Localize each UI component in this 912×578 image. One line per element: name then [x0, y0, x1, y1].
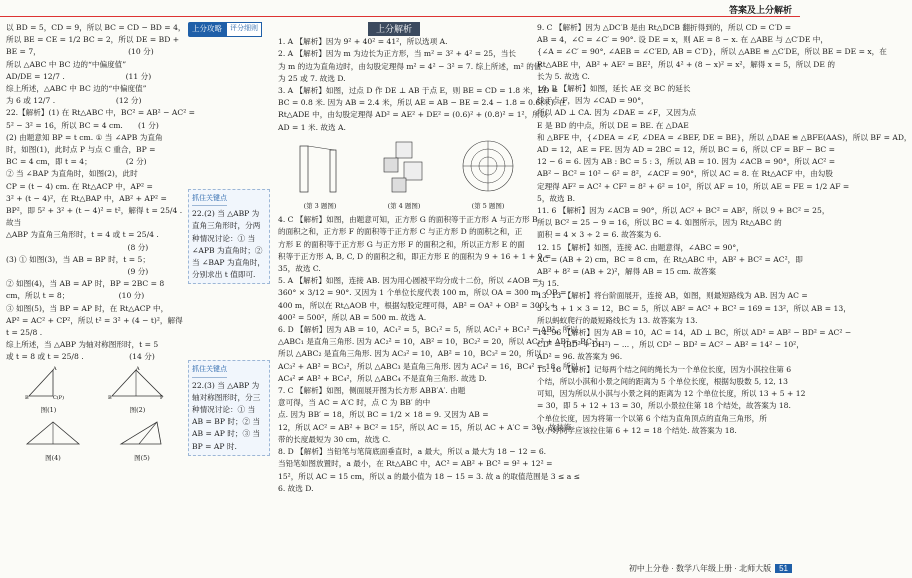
tag-strategy: 上分攻略 — [188, 22, 226, 36]
text-line: AD/DE = 12/7 . (11 分) — [6, 71, 152, 81]
text-line: 所以 △ABC 中 BC 边的“中偏度值” — [6, 59, 127, 69]
figure-5 — [117, 418, 167, 464]
text-line: 所以 △ABC₂ 是直角三角形. 因为 AC₃² = 10，AB² = 10，BC₃² = 20，所以 — [278, 349, 542, 359]
text-line: AB² + 8² = (AB + 2)²，解得 AB = 15 cm. 故答案 — [537, 267, 717, 277]
text-line: t = 25/8 . — [6, 328, 43, 338]
text-line: 面积 = 4 × 3 ÷ 2 = 6. 故答案为 6. — [537, 230, 662, 240]
footer — [629, 563, 792, 574]
svg-text:C(P): C(P) — [52, 394, 64, 401]
text-line: BE = 7， (10 分) — [6, 47, 154, 57]
svg-text:P: P — [159, 394, 163, 401]
text-line: 22.【解析】(1) 在 Rt△ABC 中，BC² = AB² − AC² = — [6, 108, 196, 118]
text-line: 和 △BFE 中，{∠DEA = ∠F, ∠DEA = ∠BEF, DE = BE}，所以 △DAE ≌ △BFE(AAS)，所以 BF = AD， — [537, 132, 912, 142]
fig-label-5: 图(5) — [134, 454, 150, 463]
column-1 — [6, 22, 196, 467]
text-line: 12. 15 【解析】如图，连接 AC. 由题意得，∠ABC = 90°， — [537, 242, 744, 252]
fig-label-q3: (第 3 题图) — [303, 202, 337, 211]
text-line: AD = 1 米. 故选 A. — [278, 122, 346, 132]
text-line: 点. 因为 BB′ = 18，所以 BC = 1/2 × 18 = 9. 又因为 AB = — [278, 410, 489, 420]
keypoint-box-1 — [188, 189, 270, 284]
text-line: 35，故选 C. — [278, 264, 321, 274]
text-line: 定理得 AF² = AC² + CF² = 8² + 6² = 10²，所以 AF = 10，所以 AE = FE = 1/2 AF = — [537, 181, 850, 191]
text-line: AC = (AB + 2) cm，BC = 8 cm，在 Rt△ABC 中，AB² + BC² = AC²，即 — [537, 254, 803, 264]
text-line: 6. 故选 D. — [278, 483, 314, 493]
text-line: 400 m，所以在 Rt△AOB 中，根据勾股定理可得，AB² = OA² + OB² = 300² + — [278, 300, 557, 310]
text-line: 12，所以 AC² = AB² + BC² = 15²，所以 AC = 15，所以 AC + A′C = 30，故装饰 — [278, 422, 572, 432]
tag-scoring: 评分细则 — [226, 22, 262, 36]
text-line: 方形 E 的面积等于正方形 G 与正方形 F 的面积之和，所以正方形 E 的面 — [278, 239, 525, 249]
text-line: 为 15. — [537, 279, 560, 289]
figure-4 — [23, 418, 83, 464]
text-line: 或 t = 8 或 t = 25/8 . (14 分) — [6, 352, 155, 362]
text-line: 可知，因为所以从小淇与小景之间的距离为 12 个单位长度，所以 13 + 5 + 12 — [537, 389, 806, 399]
text-line: 8. D 【解析】当铅笔与笔筒底面垂直时，a 最大，所以 a 最大为 18 − 12 = 6. — [278, 447, 547, 457]
figure-q4 — [374, 136, 434, 212]
keypoint-text-1: 22.(2) 当 △ABP 为直角三角形时，分两种情况讨论：① 当 ∠APB 为直角时；② 当 ∠BAP 为直角时，分别求出 t 值即可. — [192, 209, 265, 280]
text-line: 个单位长度，因为将第一个以第 6 个结为直角顶点的直角三角形，所 — [537, 413, 767, 423]
text-line: (9 分) — [6, 267, 149, 277]
col1-figures-bottom — [6, 418, 184, 464]
text-line: 12 − 6 = 6. 因为 AB : BC = 5 : 3，所以 AB = 10. 因为 ∠ACB = 90°，所以 AC² = — [537, 157, 836, 167]
text-line: 带的长度最短为 30 cm，故选 C. — [278, 434, 391, 444]
text-line: AB² − BC² = 10² − 6² = 8²，∠ACF = 90°，所以 AC = 8. 在 Rt△ACF 中，由勾股 — [537, 169, 833, 179]
text-line: 5，故选 B. — [537, 193, 576, 203]
text-line: CP = (t − 4) cm. 在 Rt△ACP 中，AP² = — [6, 181, 153, 191]
keypoint-tag-2: 抓住关键点 — [192, 364, 227, 377]
fig-label-4: 图(4) — [45, 454, 61, 463]
text-line: 故当 — [6, 218, 22, 228]
text-line: AP² = AC² + CP²，所以 t² = 3² + (4 − t)²，解得 — [6, 315, 183, 325]
section-tag — [188, 22, 270, 37]
text-line: AD² = 96. 故答案为 96. — [537, 352, 623, 362]
fig-label-q5: (第 5 题图) — [471, 202, 505, 211]
text-line: 14. 96 【解析】因为 AB = 10，AC = 14，AD ⊥ BC，所以 AD² = AB² − BD² = AC² − — [537, 328, 852, 338]
keypoint-box-2 — [188, 360, 270, 455]
text-line: 2. A 【解析】因为 m 为边长为正方形，当 m² = 3² + 4² = 25，当长 — [278, 49, 516, 59]
text-line: E 是 BD 的中点，所以 DE = BE. 在 △DAE — [537, 120, 689, 130]
text-line: BP²，即 5² + 3² + (t − 4)² = t²，解得 t = 25/4 . — [6, 206, 183, 216]
text-line: 5² − 3² = 16，所以 BC = 4 cm. (1 分) — [6, 120, 159, 130]
text-line: 综上所述，△ABC 中 BC 边的“中偏度值” — [6, 84, 147, 94]
text-line: 400² = 500²，所以 AB = 500 m. 故选 A. — [278, 312, 427, 322]
text-line: 6. D 【解析】因为 AB = 10，AC₁² = 5，BC₁² = 5，所以 AC₁² + BC₁² = AB²，所以 — [278, 325, 578, 335]
keypoint-tag-1: 抓住关键点 — [192, 193, 227, 206]
col1-figures-top — [6, 366, 184, 416]
column-3 — [537, 22, 912, 437]
text-line: {∠A = ∠C′ = 90°, ∠AEB = ∠C′ED, AB = C′D}，所以 △ABE ≌ △C′DE，所以 BE = DE = x，在 — [537, 47, 887, 57]
svg-text:B: B — [24, 394, 29, 401]
text-line: 11. 6 【解析】因为 ∠ACB = 90°，所以 AC² + BC² = AB²，所以 9 + BC² = 25， — [537, 206, 830, 216]
text-line: 360° × 3/12 = 90°. 又因为 1 个单位长度代表 100 m，所以 OA = 300 m，OB = — [278, 288, 567, 298]
text-line: 意可得，当 AC = A′C 时，点 C 为 BB′ 的中 — [278, 398, 431, 408]
text-line: 1. A 【解析】因为 9² + 40² = 41²，所以选项 A. — [278, 37, 448, 47]
figure-2 — [108, 366, 168, 416]
text-line: 3² + (t − 4)²，在 Rt△BAP 中，AB² + AP² = — [6, 193, 167, 203]
text-line: 所以 BC² = 25 − 9 = 16，所以 BC = 4. 如图所示，因为 Rt△ABC 的 — [537, 218, 782, 228]
text-line: AC₃² + AB² = BC₃²，所以 △ABC₃ 是直角三角形. 因为 AC₄² = 16，BC₄² = 18，所以 — [278, 361, 579, 371]
text-line: 5. A 【解析】如图，连接 AB. 因为用心圆被平均分成十二份，所以 ∠AOB = — [278, 276, 539, 286]
text-line: 13. 13 【解析】将台阶面展开，连接 AB，如图，则最短路线为 AB. 因为 AC = — [537, 291, 808, 301]
text-line: 15²，所以 AC = 15 cm，所以 a 的最小值为 18 − 15 = 3. 故 a 的取值范围是 3 ≤ a ≤ — [278, 471, 581, 481]
svg-text:A: A — [135, 365, 140, 372]
text-line: 积等于正方形 A, B, C, D 的面积之和，即正方形 E 的面积为 9 + 16 + 1 + 9 = — [278, 251, 552, 261]
text-line: 所以 AD ⊥ CA. 因为 ∠DAE = ∠F，又因为点 — [537, 108, 697, 118]
fig-label-2: 图(2) — [129, 405, 146, 414]
header-rule — [0, 16, 800, 17]
fig-label-q4: (第 4 题图) — [387, 202, 421, 211]
text-line: (3) ① 如图(3)，当 AB = BP 时，t = 5； — [6, 254, 150, 264]
text-line: 的面积之和，正方形 F 的面积等于正方形 C 与正方形 D 的面积之和，正 — [278, 227, 523, 237]
figure-q5 — [458, 136, 518, 212]
section-banner: 上分解析 — [368, 22, 420, 36]
text-line: 9. C 【解析】因为 △DC′B 是由 Rt△DCB 翻折得到的，所以 CD = C′D = — [537, 23, 792, 32]
text-line: 15. 18 【解析】记每两个结之间的绳长为一个单位长度，因为小淇拉住第 6 — [537, 364, 792, 374]
text-line: AD = 12，AE = FE. 因为 AD = 2BC = 12，所以 BC = 6，所以 CF = BF − BC = — [537, 145, 836, 155]
text-line: 以小婷同学应该拉住第 6 + 12 = 18 个结处. 故答案为 18. — [537, 425, 737, 435]
text-line: 10. B 【解析】如图，延长 AE 交 BC 的延长 — [537, 84, 691, 94]
text-line: ③ 如图(5)，当 BP = AP 时，在 Rt△ACP 中， — [6, 303, 169, 313]
figure-1 — [23, 366, 75, 416]
text-line: 所以蚂蚁爬行的最短路线长为 13. 故答案为 13. — [537, 315, 698, 325]
text-line: BC = 4 cm，即 t = 4； (2 分) — [6, 157, 147, 167]
text-line: 为 25 或 7. 故选 D. — [278, 73, 346, 83]
footer-text: 初中上分卷 · 数学八年级上册 · 北师大版 — [628, 564, 772, 573]
text-line: AB = 4，∠C = ∠C′ = 90°. 设 DE = x，则 AE = 8 − x. 在 △ABE 与 △C′DE 中， — [537, 35, 828, 45]
text-line: Rt△ADE 中，由勾股定理得 AD² = AE² + DE² = (0.6)² + (0.8)² = 1²，所以 — [278, 110, 548, 120]
text-line: ② 当 ∠BAP 为直角时，如图(2)，此时 — [6, 169, 138, 179]
header-title: 答案及上分解析 — [728, 5, 792, 15]
text-line: △ABC₁ 是直角三角形. 因为 AC₂² = 10，AB² = 10，BC₂² = 20，所以 AC₂² + AB² = BC₂²， — [278, 337, 606, 347]
column-1-side — [188, 22, 270, 462]
text-line: CD² = (BD² + DH²) − ... ，所以 CD² − BD² = AC² − AB² = 14² − 10²， — [537, 340, 804, 350]
text-line: cm，所以 t = 8； (10 分) — [6, 291, 145, 301]
col2-figures — [278, 136, 530, 212]
text-line: Rt△ABE 中，AB² + AE² = BE²，所以 4² + (8 − x)² = x²，解得 x = 5，所以 DE 的 — [537, 59, 835, 69]
text-line: 所以 BE = CE = 1/2 BC = 2，所以 DE = BD + — [6, 35, 180, 45]
text-line: 为 m 的边为直角边时，由勾股定理得 m² = 4² − 3² = 7. 综上所述，m² 的值 — [278, 61, 542, 71]
text-line: 综上所述，当 △ABP 为轴对称图形时，t = 5 — [6, 340, 159, 350]
text-line: 时，如图(1)，此时点 P 与点 C 重合，BP = — [6, 145, 156, 155]
col3-text — [537, 22, 912, 437]
text-line: △ABP 为直角三角形时，t = 4 或 t = 25/4 . — [6, 230, 159, 240]
text-line: 长为 5. 故选 C. — [537, 71, 590, 81]
figure-q3 — [290, 136, 350, 212]
text-line: 为 6 或 12/7 . (12 分) — [6, 96, 142, 106]
text-line: 个结，所以小淇和小景之间的距离为 5 个单位长度，根据勾股数 5, 12, 13 — [537, 376, 788, 386]
fig-label-1: 图(1) — [40, 405, 57, 414]
text-line: 3. A 【解析】如图，过点 D 作 DE ⊥ AB 于点 E，则 BE = CD = 1.8 米，ED = — [278, 86, 559, 96]
text-line: 线于点 F，因为 ∠CAD = 90°， — [537, 96, 649, 106]
text-line: 以 BD = 5，CD = 9，所以 BC = CD − BD = 4， — [6, 23, 186, 32]
text-line: ② 如图(4)，当 AB = AP 时，BP = 2BC = 8 — [6, 279, 165, 289]
svg-text:A: A — [52, 365, 57, 372]
text-line: 7. C 【解析】如图，侧面展开图为长方形 ABB′A′. 由题 — [278, 386, 466, 396]
text-line: = 30，即 5 + 12 + 13 = 30，所以小景拉住第 18 个结处，故答案为 18. — [537, 401, 791, 411]
keypoint-text-2: 22.(3) 当 △ABP 为轴对称图形时，分三种情况讨论：① 当 AB = BP 时；② 当 AB = AP 时；③ 当 BP = AP 时. — [192, 380, 261, 451]
text-line: 4. C 【解析】如图，由题意可知，正方形 G 的面积等于正方形 A 与正方形 B — [278, 215, 538, 225]
page-number: 51 — [775, 564, 792, 573]
text-line: AC₄² ≠ AB² + BC₄²，所以 △ABC₄ 不是直角三角形. 故选 D. — [278, 373, 487, 383]
text-line: 当铅笔如图放置时，a 最小，在 Rt△ABC 中，AC² = AB² + BC² = 9² + 12² = — [278, 459, 553, 469]
text-line: (2) 由题意知 BP = t cm. ① 当 ∠APB 为直角 — [6, 132, 163, 142]
text-line: 3 × 3 + 1 × 3 = 12，BC = 5，所以 AB² = AC² + BC² = 169 = 13²，所以 AB = 13， — [537, 303, 851, 313]
text-line: BC = 0.8 米. 因为 AB = 2.4 米，所以 AE = AB − BE = 2.4 − 1.8 = 0.6(米). 在 — [278, 98, 567, 108]
col1-text — [6, 22, 196, 364]
text-line: (8 分) — [6, 242, 149, 252]
svg-text:B: B — [107, 394, 112, 401]
